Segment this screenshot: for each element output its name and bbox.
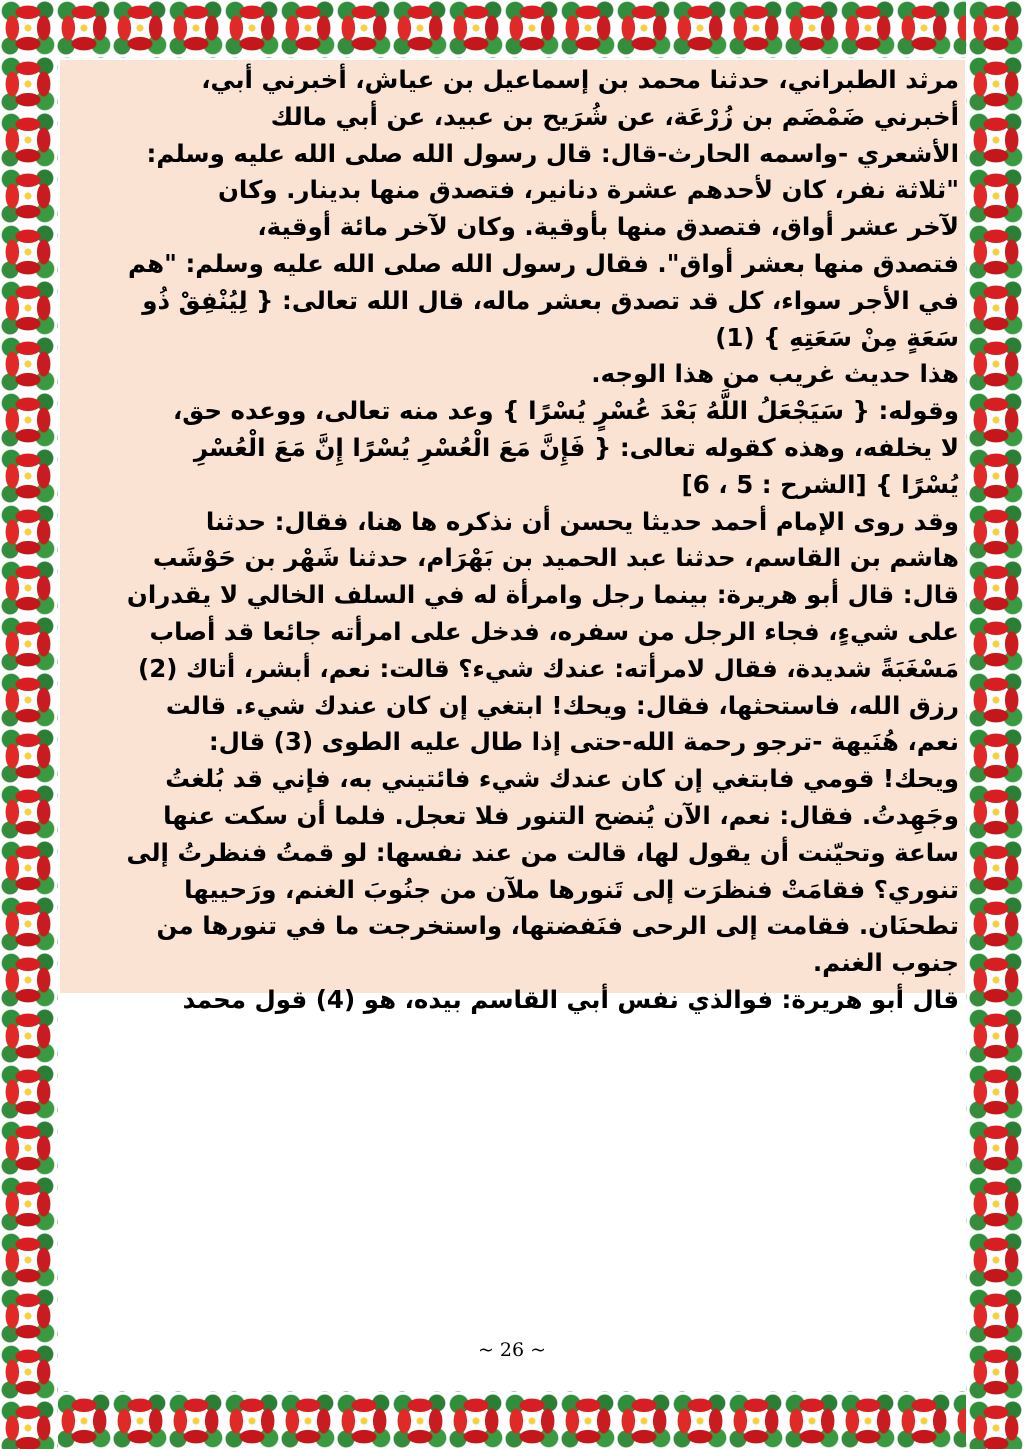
text-line: مَسْغَبَةً شديدة، فقال لامرأته: عندك شيء؟ قالت: نعم، أبشر، أتاك (2) [138,653,959,683]
poinsettia-border-right [966,0,1024,1449]
text-line: ويحك! قومي فابتغي إن كان عندك شيء فائتيني به، فإني قد بُلغتُ [165,764,959,794]
text-line: هذا حديث غريب من هذا الوجه. [591,359,959,389]
text-line: مرثد الطبراني، حدثنا محمد بن إسماعيل بن عياش، أخبرني أبي، [201,65,959,94]
text-line: قال: قال أبو هريرة: بينما رجل وامرأة له في السلف الخالي لا يقدران [126,580,959,610]
text-line: رزق الله، فاستحثها، فقال: ويحك! ابتغي إن كان عندك شيء. قالت [165,690,959,720]
text-line: ساعة وتحيّنت أن يقول لها، قالت من عند نفسها: لو قمتُ فنظرتُ إلى [126,837,959,867]
text-line: جنوب الغنم. [812,948,959,978]
text-line: وجَهِدتُ. فقال: نعم، الآن يُنضح التنور فلا تعجل. فلما أن سكت عنها [163,800,959,830]
text-line: وقد روى الإمام أحمد حديثا يحسن أن نذكره ها هنا، فقال: حدثنا [205,506,959,536]
body-text-block [60,60,965,1014]
poinsettia-border-bottom [0,1391,1024,1449]
text-line: وقوله: { سَيَجْعَلُ اللَّهُ بَعْدَ عُسْرٍ يُسْرًا } وعد منه تعالى، ووعده حق، [172,396,959,426]
page-number: ~ 26 ~ [477,1339,547,1361]
text-line: فتصدق منها بعشر أواق". فقال رسول الله صلى الله عليه وسلم: "هم [127,248,959,278]
poinsettia-border-top [0,0,1024,58]
text-line: تطحنَان. فقامت إلى الرحى فنَفضتها، واستخرجت ما في تنورها من [156,911,959,941]
text-line: قال أبو هريرة: فوالذي نفس أبي القاسم بيده، هو (4) قول محمد [182,984,959,1014]
text-line: سَعَةٍ مِنْ سَعَتِهِ } (1) [715,322,959,352]
text-line: الأشعري -واسمه الحارث-قال: قال رسول الله صلى الله عليه وسلم: [146,138,959,168]
text-line: "ثلاثة نفر، كان لأحدهم عشرة دنانير، فتصدق منها بدينار. وكان [217,175,959,205]
text-line: أخبرني ضَمْضَم بن زُرْعَة، عن شُرَيح بن عبيد، عن أبي مالك [270,101,959,131]
text-line: هاشم بن القاسم، حدثنا عبد الحميد بن بَهْرَام، حدثنا شَهْر بن حَوْشَب [152,543,959,573]
poinsettia-border-left [0,0,58,1449]
text-line: يُسْرًا } [الشرح : 5 ، 6] [681,469,959,499]
text-line: لآخر عشر أواق، فتصدق منها بأوقية. وكان لآخر مائة أوقية، [257,212,959,242]
text-line: على شيءٍ، فجاء الرجل من سفره، فدخل على امرأته جائعا قد أصاب [149,616,959,646]
text-line: نعم، هُنَيهة -ترجو رحمة الله-حتى إذا طال عليه الطوى (3) قال: [208,727,959,757]
text-line: تنوري؟ فقامَتْ فنظرَت إلى تَنورها ملآن من جنُوبَ الغنم، ورَحييها [184,874,959,904]
text-line: في الأجر سواء، كل قد تصدق بعشر ماله، قال الله تعالى: { لِيُنْفِقْ ذُو [142,285,959,315]
text-line: لا يخلفه، وهذه كقوله تعالى: { فَإِنَّ مَعَ الْعُسْرِ يُسْرًا إِنَّ مَعَ الْعُسْرِ [193,432,959,462]
